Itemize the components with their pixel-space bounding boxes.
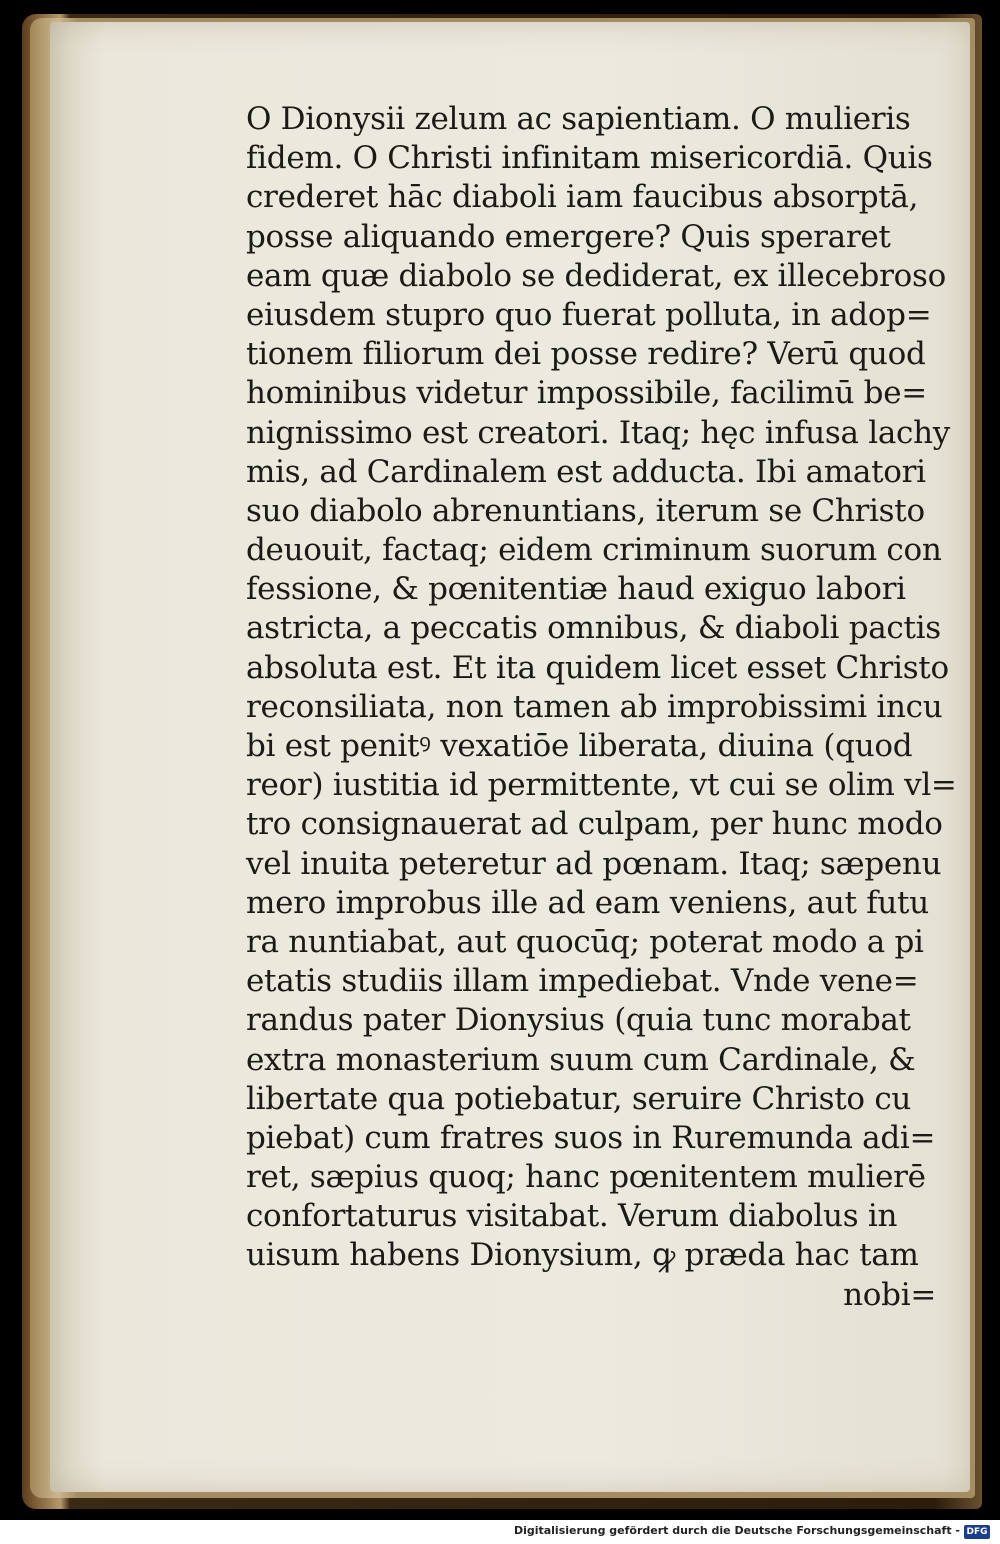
text-line-26: libertate qua potiebatur, seruire Christo cu [246, 1080, 912, 1117]
text-line-21: mero improbus ille ad eam veniens, aut futu [246, 884, 929, 921]
text-line-22: ra nuntiabat, aut quocūq; poterat modo a pi [246, 923, 924, 960]
catchword: nobi= [843, 1276, 936, 1313]
text-line-25: extra monasterium suum cum Cardinale, & [246, 1041, 916, 1078]
text-line-17: bi est penitꝰ vexatiōe liberata, diuina (quod [246, 728, 913, 764]
text-line-4: posse aliquando emergere? Quis speraret [246, 218, 891, 255]
text-line-19: tro consignauerat ad culpam, per hunc modo [246, 806, 943, 843]
text-line-28: ret, sæpius quoq; hanc pœnitentem mulierē [246, 1159, 926, 1196]
text-line-5: eam quæ diabolo se dediderat, ex illecebroso [246, 257, 946, 294]
text-line-27: piebat) cum fratres suos in Ruremunda adi= [246, 1119, 936, 1156]
text-line-2: fidem. O Christi infinitam misericordiā. Quis [246, 140, 933, 177]
text-line-13: fessione, & pœnitentiæ haud exiguo labori [246, 571, 906, 608]
text-line-9: nignissimo est creatori. Itaq; hęc infusa lachy [246, 414, 950, 451]
dfg-logo: DFG [964, 1525, 990, 1539]
text-line-29: confortaturus visitabat. Verum diabolus in [246, 1198, 898, 1235]
text-line-10: mis, ad Cardinalem est adducta. Ibi amatori [246, 453, 926, 490]
text-line-7: tionem filiorum dei posse redire? Verū quod [246, 336, 926, 373]
page-text [246, 100, 957, 1315]
text-line-6: eiusdem stupro quo fuerat polluta, in adop= [246, 296, 932, 333]
text-line-12: deuouit, factaq; eidem criminum suorum con [246, 532, 942, 569]
text-line-30: uisum habens Dionysium, ꝙ præda hac tam [246, 1237, 919, 1274]
text-line-16: reconsiliata, non tamen ab improbissimi incu [246, 688, 943, 725]
text-line-8: hominibus videtur impossibile, facilimū be= [246, 375, 927, 412]
text-line-15: absoluta est. Et ita quidem licet esset Christo [246, 649, 949, 686]
text-line-14: astricta, a peccatis omnibus, & diaboli pactis [246, 610, 941, 647]
text-line-3: crederet hāc diaboli iam faucibus absorptā, [246, 179, 919, 216]
text-line-20: vel inuita peteretur ad pœnam. Itaq; sæpenu [246, 845, 942, 882]
footer-credit: Digitalisierung gefördert durch die Deutsche Forschungsgemeinschaft - [513, 1524, 960, 1537]
text-line-18: reor) iustitia id permittente, vt cui se olim vl= [246, 767, 957, 804]
text-line-24: randus pater Dionysius (quia tunc morabat [246, 1002, 911, 1039]
text-line-1: O Dionysii zelum ac sapientiam. O mulieris [246, 101, 911, 137]
text-line-11: suo diabolo abrenuntians, iterum se Christo [246, 492, 925, 529]
text-line-23: etatis studiis illam impediebat. Vnde vene= [246, 963, 919, 1000]
